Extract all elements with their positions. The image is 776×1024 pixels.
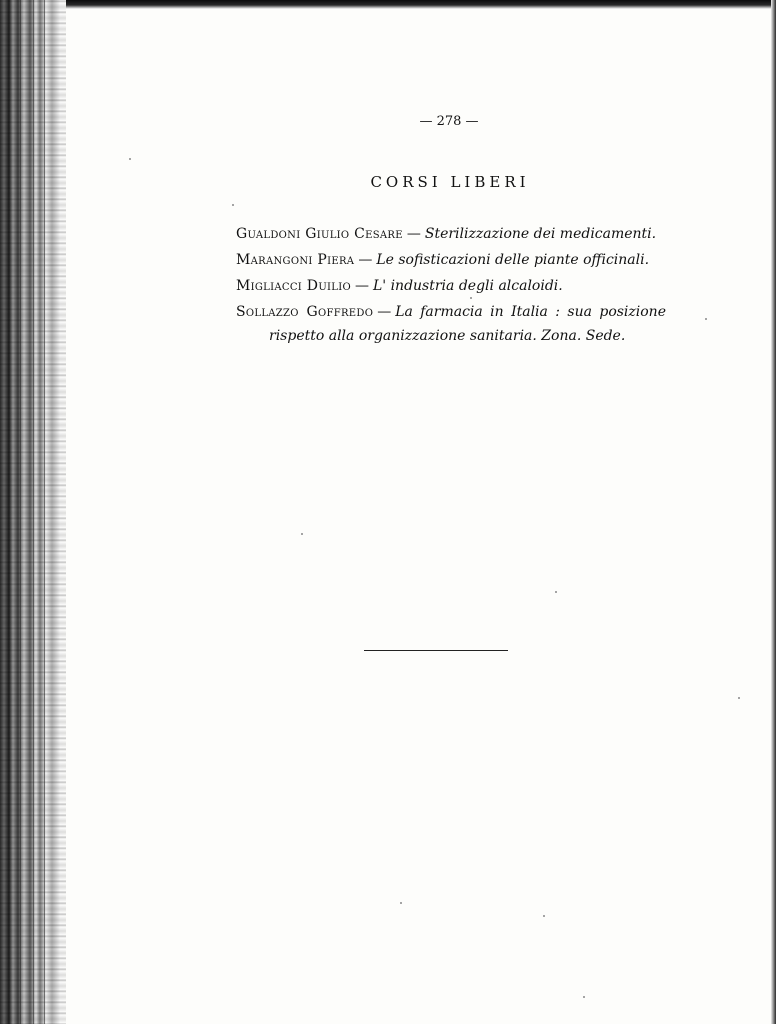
- course-list: [236, 222, 666, 350]
- paper-speck: [232, 204, 234, 206]
- entry-author: Migliacci Duilio: [236, 278, 351, 294]
- paper-speck: [470, 297, 472, 299]
- binding-line: [33, 0, 34, 1024]
- paper-speck: [738, 697, 740, 699]
- binding-line: [20, 0, 21, 1024]
- page-number: — 278 —: [419, 114, 479, 129]
- entry-author: Gualdoni Giulio Cesare: [236, 226, 403, 242]
- entry-title: L' industria degli alcaloidi.: [372, 278, 563, 294]
- entry-title: Le sofisticazioni delle piante officinali.: [376, 252, 650, 268]
- page-top-edge: [0, 0, 776, 9]
- entry-dash: —: [377, 304, 392, 320]
- list-item: [236, 300, 666, 348]
- list-item: [236, 248, 666, 272]
- entry-author: Marangoni Piera: [236, 252, 355, 268]
- paper-speck: [705, 318, 707, 320]
- end-rule: [364, 650, 508, 651]
- entry-author: Sollazzo Goffredo: [236, 304, 374, 320]
- paper-speck: [583, 996, 585, 998]
- binding-line: [44, 0, 45, 1024]
- entry-dash: —: [358, 252, 373, 268]
- paper-speck: [301, 533, 303, 535]
- entry-dash: —: [406, 226, 421, 242]
- list-item: [236, 222, 666, 246]
- list-item: [236, 274, 666, 298]
- page-right-edge: [771, 0, 776, 1024]
- entry-title: La farmacia in Italia : sua posizione rispetto alla organizzazione sanitaria. Zona. Sede.: [269, 304, 666, 344]
- entry-title: Sterilizzazione dei medicamenti.: [424, 226, 657, 242]
- paper-speck: [129, 158, 131, 160]
- section-heading: CORSI LIBERI: [370, 173, 530, 191]
- paper-speck: [543, 915, 545, 917]
- paper-speck: [555, 591, 557, 593]
- entry-dash: —: [354, 278, 369, 294]
- paper-speck: [400, 902, 402, 904]
